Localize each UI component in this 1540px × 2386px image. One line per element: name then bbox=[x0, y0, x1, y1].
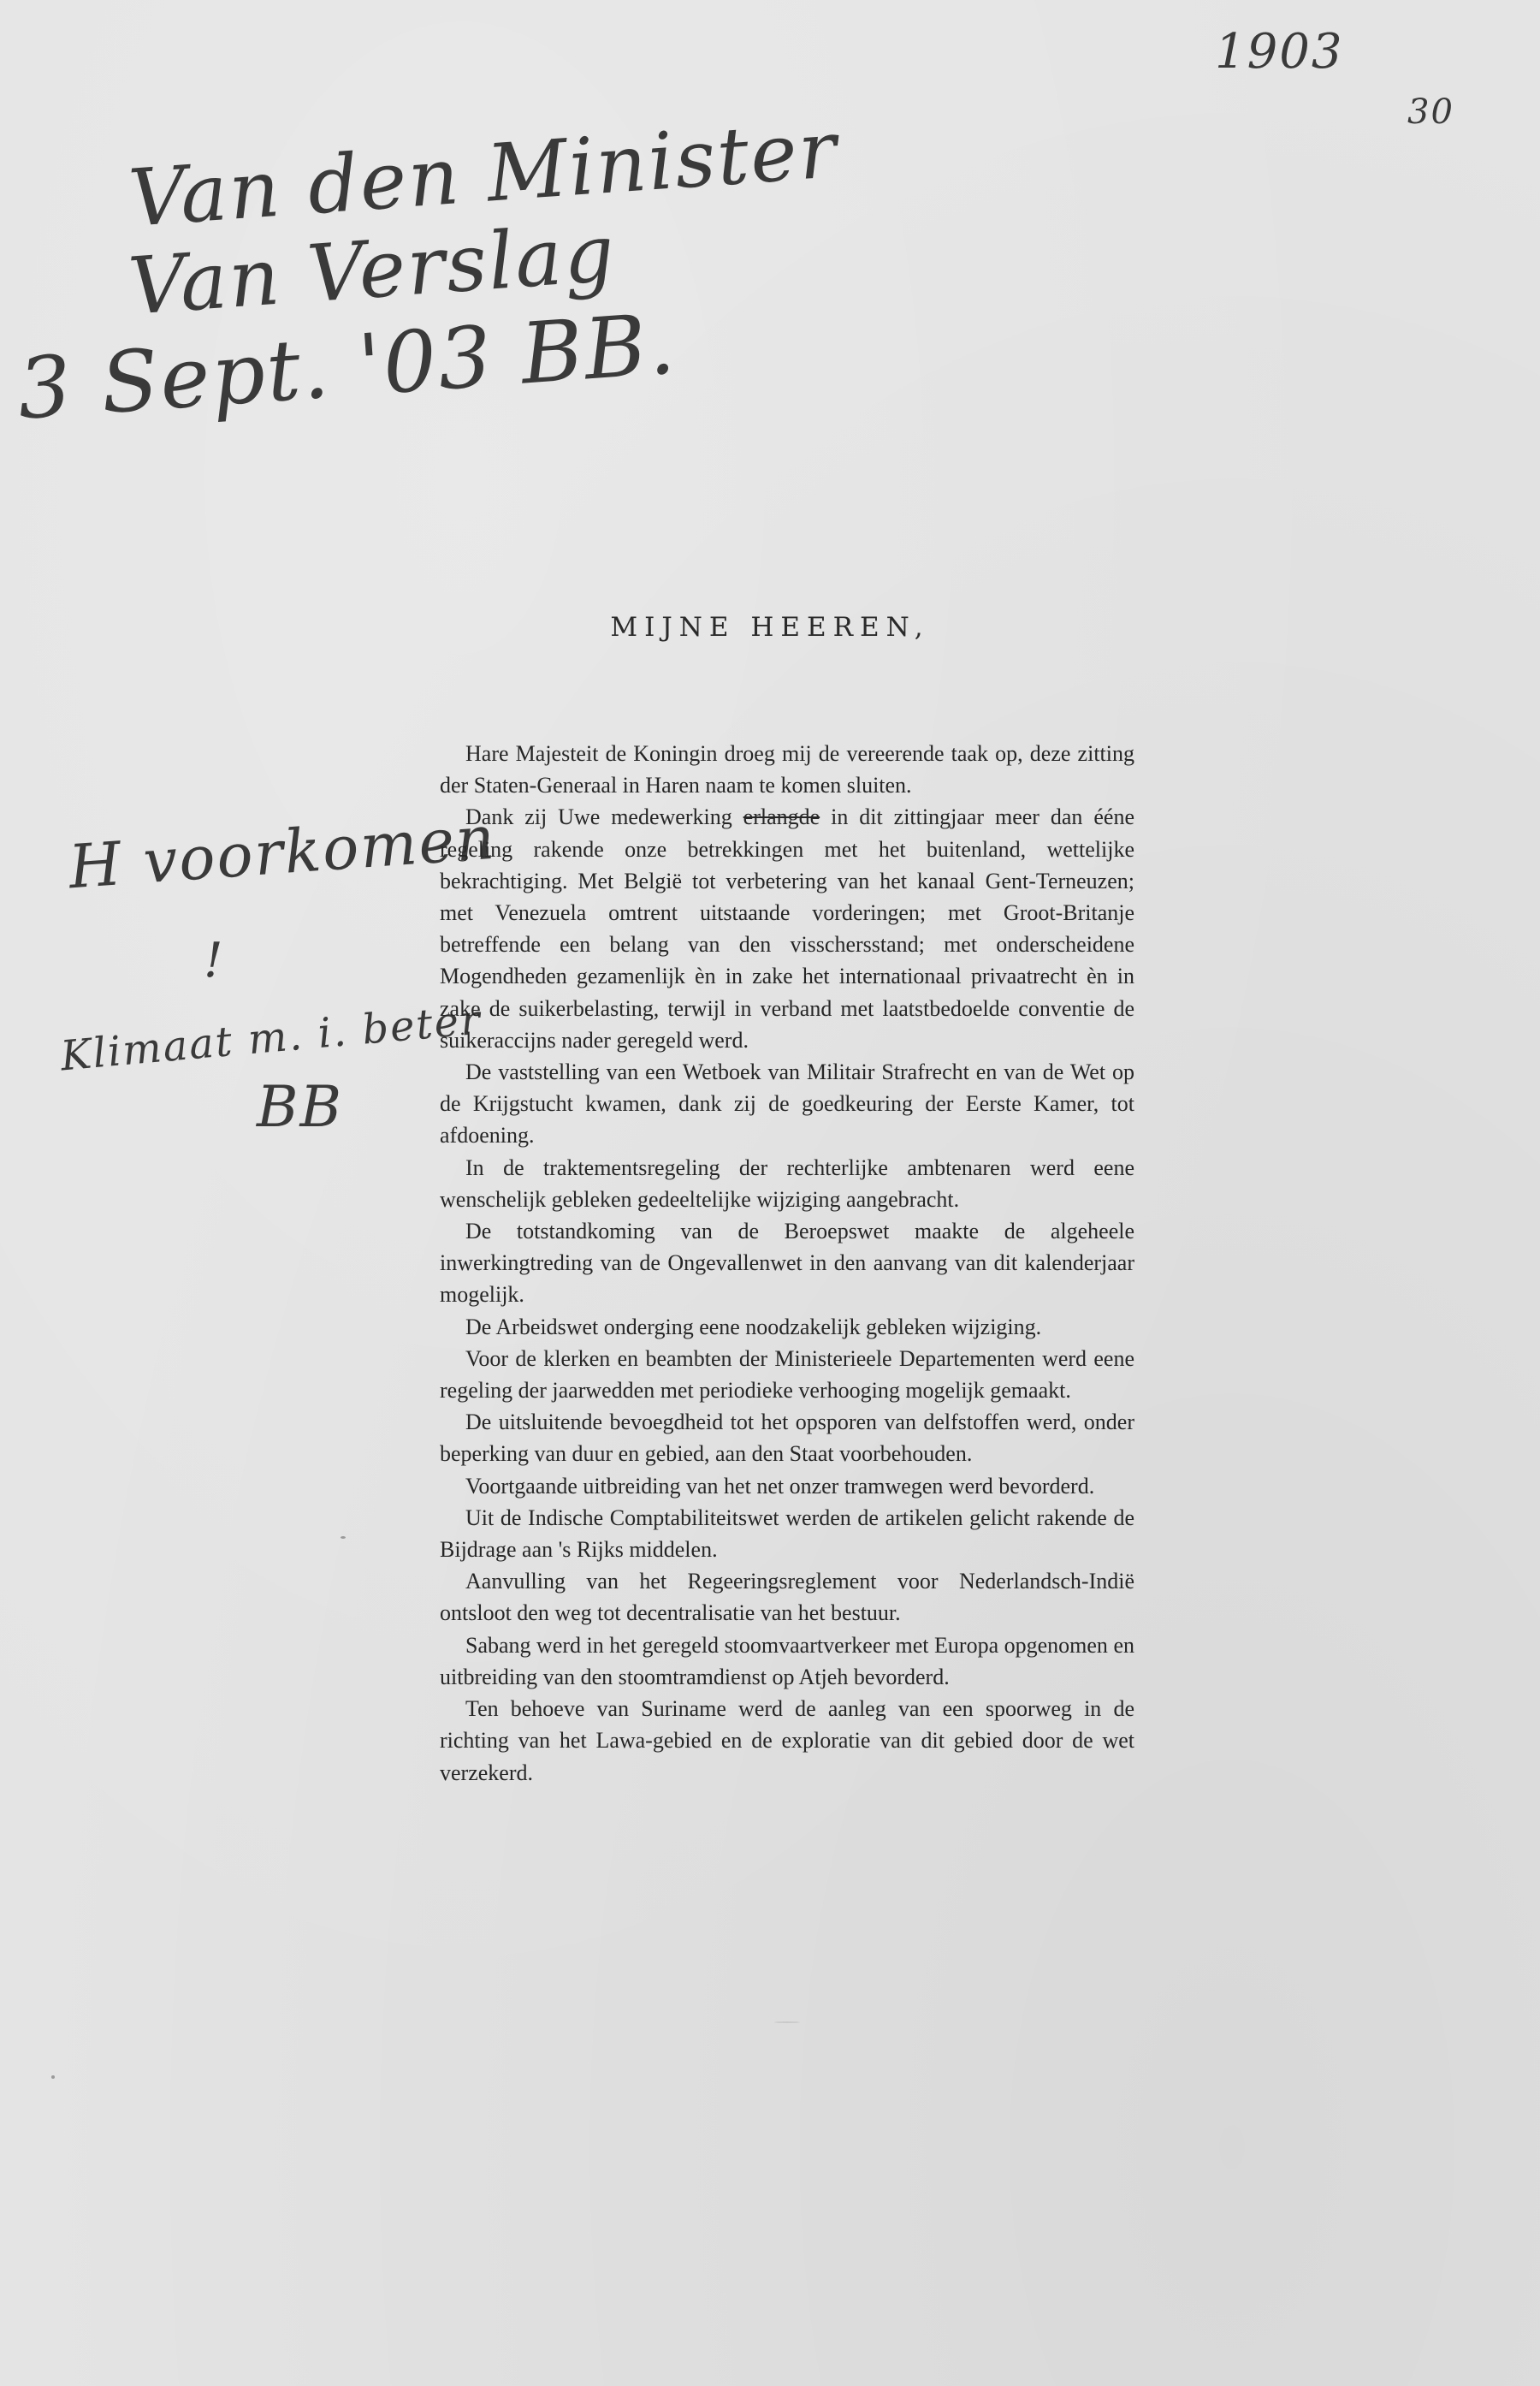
paragraph-7: Voor de klerken en beambten der Ministerieele Departementen werd eene regeling der jaarwedden met periodieke verhooging mogelijk gemaakt. bbox=[440, 1345, 1134, 1404]
margin-initials: BB bbox=[257, 1074, 344, 1140]
handwritten-note-line-3: 3 Sept. '03 BB. bbox=[14, 295, 680, 439]
paper-speck bbox=[341, 1536, 346, 1539]
paragraph-11: Aanvulling van het Regeeringsreglement voor Nederlandsch-Indië ontsloot den weg tot decentralisatie van het bestuur. bbox=[440, 1569, 1134, 1626]
paragraph-2 bbox=[440, 801, 1134, 1056]
handwritten-year: 1903 bbox=[1215, 24, 1344, 80]
paragraph-1: Hare Majesteit de Koningin droeg mij de vereerende taak op, deze zitting der Staten-Generaal in Haren naam te komen sluiten. bbox=[440, 741, 1134, 798]
paragraph-10: Uit de Indische Comptabiliteitswet werden de artikelen gelicht rakende de Bijdrage aan 's Rijks middelen. bbox=[440, 1505, 1134, 1563]
paper-speck bbox=[51, 2075, 55, 2079]
paragraph-6: De Arbeidswet onderging eene noodzakelijk gebleken wijziging. bbox=[465, 1314, 1042, 1339]
handwritten-page-number: 30 bbox=[1407, 92, 1454, 132]
document-body bbox=[440, 738, 1134, 1789]
paragraph-3: De vaststelling van een Wetboek van Militair Strafrecht en van de Wet op de Krijgstucht kwamen, dank zij de goedkeuring der Eerste Kamer, tot afdoening. bbox=[440, 1059, 1134, 1148]
margin-note-3: Klimaat m. i. beter bbox=[58, 995, 484, 1081]
paragraph-8: De uitsluitende bevoegdheid tot het opsporen van delfstoffen werd, onder beperking van duur en gebied, aan den Staat voorbehouden. bbox=[440, 1410, 1134, 1467]
handwritten-note-line-2: Van Verslag bbox=[125, 207, 619, 333]
paper-speck bbox=[774, 2021, 800, 2023]
paragraph-4: In de traktementsregeling der rechterlijke ambtenaren werd eene wenschelijk gebleken gedeeltelijke wijziging aangebracht. bbox=[440, 1154, 1134, 1212]
paragraph-13: Ten behoeve van Suriname werd de aanleg van een spoorweg in de richting van het Lawa-gebied en de exploratie van dit gebied door de wet verzekerd. bbox=[440, 1696, 1134, 1785]
salutation-heading: MIJNE HEEREN, bbox=[610, 612, 930, 643]
paragraph-2-rest: in dit zittingjaar meer dan ééne regeling rakende onze betrekkingen met het buitenland, wettelijke bekrachtiging. Met België tot verbetering van het kanaal Gent-Terneuzen; met Venezuela omtrent uitstaande vorderingen; met Groot-Britanje betreffende een belang van den visschersstand; met onderscheidene Mogendheden gezamenlijk èn in zake het internationaal privaatrecht èn in zake de suikerbelasting, terwijl in verband met laatstbedoelde conventie de suikeraccijns nader geregeld werd. bbox=[440, 804, 1134, 1053]
paragraph-12: Sabang werd in het geregeld stoomvaartverkeer met Europa opgenomen en uitbreiding van den stoomtramdienst op Atjeh bevorderd. bbox=[440, 1632, 1134, 1689]
paragraph-2-start: Dank zij Uwe medewerking bbox=[465, 804, 732, 830]
margin-note-1: H voorkomen bbox=[66, 802, 499, 903]
margin-note-2: ! bbox=[204, 933, 225, 988]
paragraph-9: Voortgaande uitbreiding van het net onzer tramwegen werd bevorderd. bbox=[465, 1473, 1095, 1499]
handwritten-note-line-1: Van den Minister bbox=[126, 104, 841, 245]
struck-word: erlangde bbox=[743, 804, 820, 830]
paragraph-5: De totstandkoming van de Beroepswet maakte de algeheele inwerkingtreding van de Ongevallenwet in den aanvang van dit kalenderjaar mogelijk. bbox=[440, 1219, 1134, 1308]
